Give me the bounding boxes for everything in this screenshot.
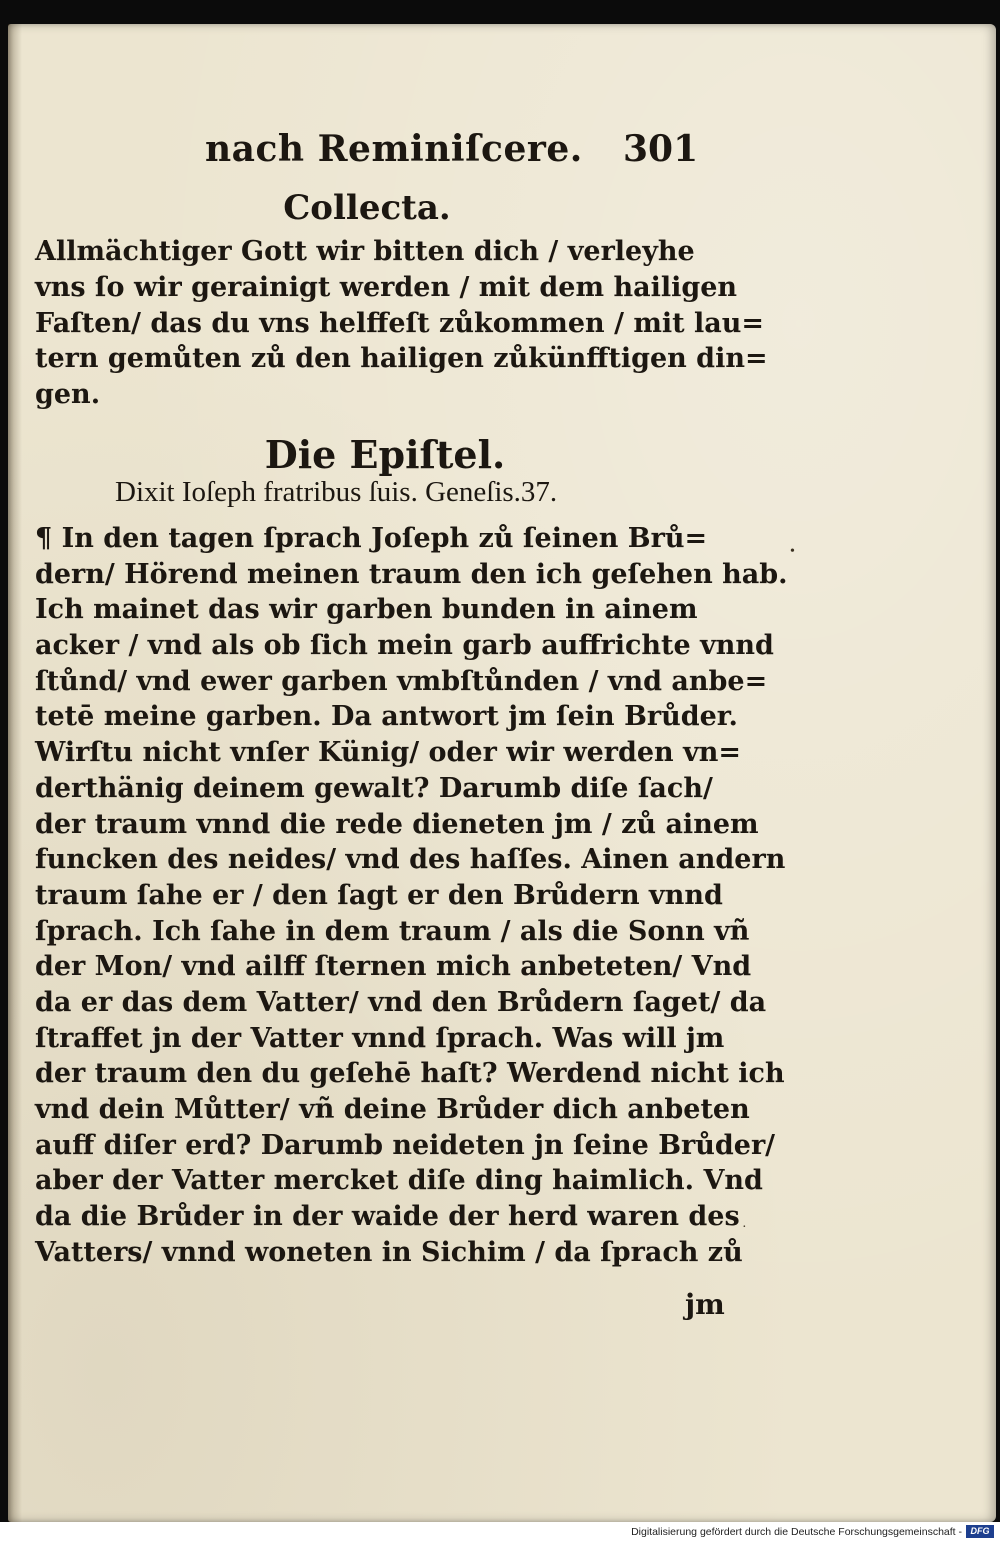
footer-credit: Digitalisierung gefördert durch die Deutsche Forschungsgemeinschaft - (631, 1526, 962, 1538)
text-line: Allmächtiger Gott wir bitten dich / verleyhe (35, 236, 695, 267)
text-line: Wirſtu nicht vnſer Künig/ oder wir werden vn= (35, 737, 742, 769)
dfg-logo: DFG (966, 1525, 994, 1538)
text-line: dern/ Hörend meinen traum den ich geſehen hab. (35, 558, 788, 590)
text-line: acker / vnd als ob ſich mein garb auffrichte vnnd (35, 630, 774, 662)
text-line: auff diſer erd? Darumb neideten jn ſeine Brůder/ (35, 1129, 776, 1161)
page-number: 301 (623, 128, 699, 170)
text-line: da die Brůder in der waide der herd waren des (35, 1201, 740, 1233)
digitization-footer (0, 1522, 1000, 1542)
text-line: vnd dein Můtter/ vñ deine Brůder dich anbeten (35, 1094, 750, 1125)
collecta-text (35, 234, 768, 413)
text-line: tern gemůten zů den hailigen zůkünfftigen din= (35, 343, 768, 375)
text-line: der traum vnnd die rede dieneten jm / zů ainem (35, 808, 759, 840)
text-line: gen. (35, 379, 101, 411)
page-gutter-shadow (8, 24, 22, 1522)
text-line: traum ſahe er / den ſagt er den Brůdern vnnd (35, 879, 723, 911)
text-line: funcken des neides/ vnd des haſſes. Ainen andern (35, 844, 786, 876)
text-line: vns ſo wir gerainigt werden / mit dem hailigen (35, 271, 738, 303)
text-line: ¶ In den tagen ſprach Joſeph zů ſeinen Brů= (35, 523, 708, 554)
text-line: tetē meine garben. Da antwort jm ſein Brůder. (35, 701, 738, 733)
collecta-heading: Collecta. (283, 188, 451, 228)
epistel-heading: Die Epiſtel. (264, 432, 506, 477)
text-line: ſtůnd/ vnd ewer garben vmbſtůnden / vnd anbe= (35, 665, 768, 697)
text-line: der Mon/ vnd ailff ſternen mich anbeteten/ Vnd (35, 951, 752, 983)
text-line: Faſten/ das du vns helffeſt zůkommen / mit lau= (35, 307, 765, 339)
running-title: nach Reminiſcere. (205, 128, 583, 170)
text-line: Vatters/ vnnd woneten in Sichim / da ſprach zů (35, 1236, 743, 1268)
text-line: aber der Vatter mercket diſe ding haimlich. Vnd (35, 1165, 763, 1197)
text-line: derthänig deinem gewalt? Darumb diſe ſach/ (35, 772, 713, 804)
paper-speck: • (790, 544, 795, 559)
text-line: Ich mainet das wir garben bunden in ainem (35, 594, 698, 626)
text-line: der traum den du geſehē haſt? Werdend nicht ich (35, 1058, 785, 1090)
paper-speck: · (742, 1220, 747, 1235)
catchword: jm (685, 1288, 725, 1321)
text-line: da er das dem Vatter/ vnd den Brůdern ſaget/ da (35, 986, 767, 1018)
scripture-citation: Dixit Ioſeph fratribus ſuis. Geneſis.37. (115, 476, 558, 508)
text-line: ſprach. Ich ſahe in dem traum / als die Sonn vñ (35, 915, 750, 947)
epistel-text (35, 521, 788, 1270)
book-page (8, 24, 996, 1522)
running-head (35, 128, 755, 188)
text-line: ſtraffet jn der Vatter vnnd ſprach. Was will jm (35, 1022, 725, 1054)
